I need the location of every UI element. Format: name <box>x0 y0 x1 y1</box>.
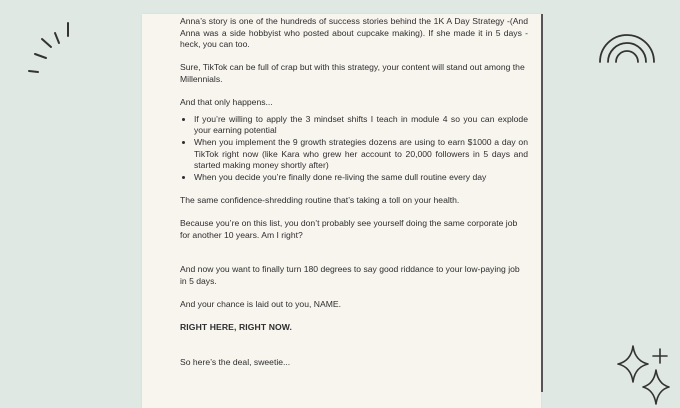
list-item: • If you’re willing to apply the 3 mindset shifts I teach in module 4 so you can explode your earning potential <box>194 114 528 137</box>
document-body <box>180 16 528 368</box>
paragraph-tiktok: Sure, TikTok can be full of crap but with this strategy, your content will stand out among the Millennials. <box>180 62 525 84</box>
paragraph-anna-story: Anna’s story is one of the hundreds of success stories behind the 1K A Day Strategy -(And Anna was a side hobbyist who posted about cupcake making). If she made it in 5 days - heck, you can too. <box>180 16 528 50</box>
sparkle-stars-doodle-icon <box>616 344 676 406</box>
conditions-list <box>180 114 528 184</box>
sun-rays-doodle-icon <box>22 16 80 78</box>
paragraph-180-degrees: And now you want to finally turn 180 degrees to say good riddance to your low-paying job in 5 days. <box>180 264 520 286</box>
paragraph-routine: The same confidence-shredding routine that’s taking a toll on your health. <box>180 194 460 205</box>
emphasis-right-here: RIGHT HERE, RIGHT NOW. <box>180 322 293 333</box>
paragraph-closing: So here’s the deal, sweetie... <box>180 356 291 367</box>
paragraph-only-happens: And that only happens... <box>180 97 273 108</box>
rainbow-arcs-doodle-icon <box>594 18 660 66</box>
list-item: • When you decide you’re finally done re-living the same dull routine every day <box>194 172 528 184</box>
list-item: • When you implement the 9 growth strategies dozens are using to earn $1000 a day on TikTok right now (like Kara who grew her account to 20,000 followers in 5 days and started making money shortly after) <box>194 137 528 172</box>
document-page <box>142 14 541 408</box>
page-edge-divider <box>541 14 543 392</box>
paragraph-this-list: Because you’re on this list, you don’t probably see yourself doing the same corporate job for another 10 years. Am I right? <box>180 218 518 240</box>
paragraph-your-chance: And your chance is laid out to you, NAME. <box>180 299 341 310</box>
